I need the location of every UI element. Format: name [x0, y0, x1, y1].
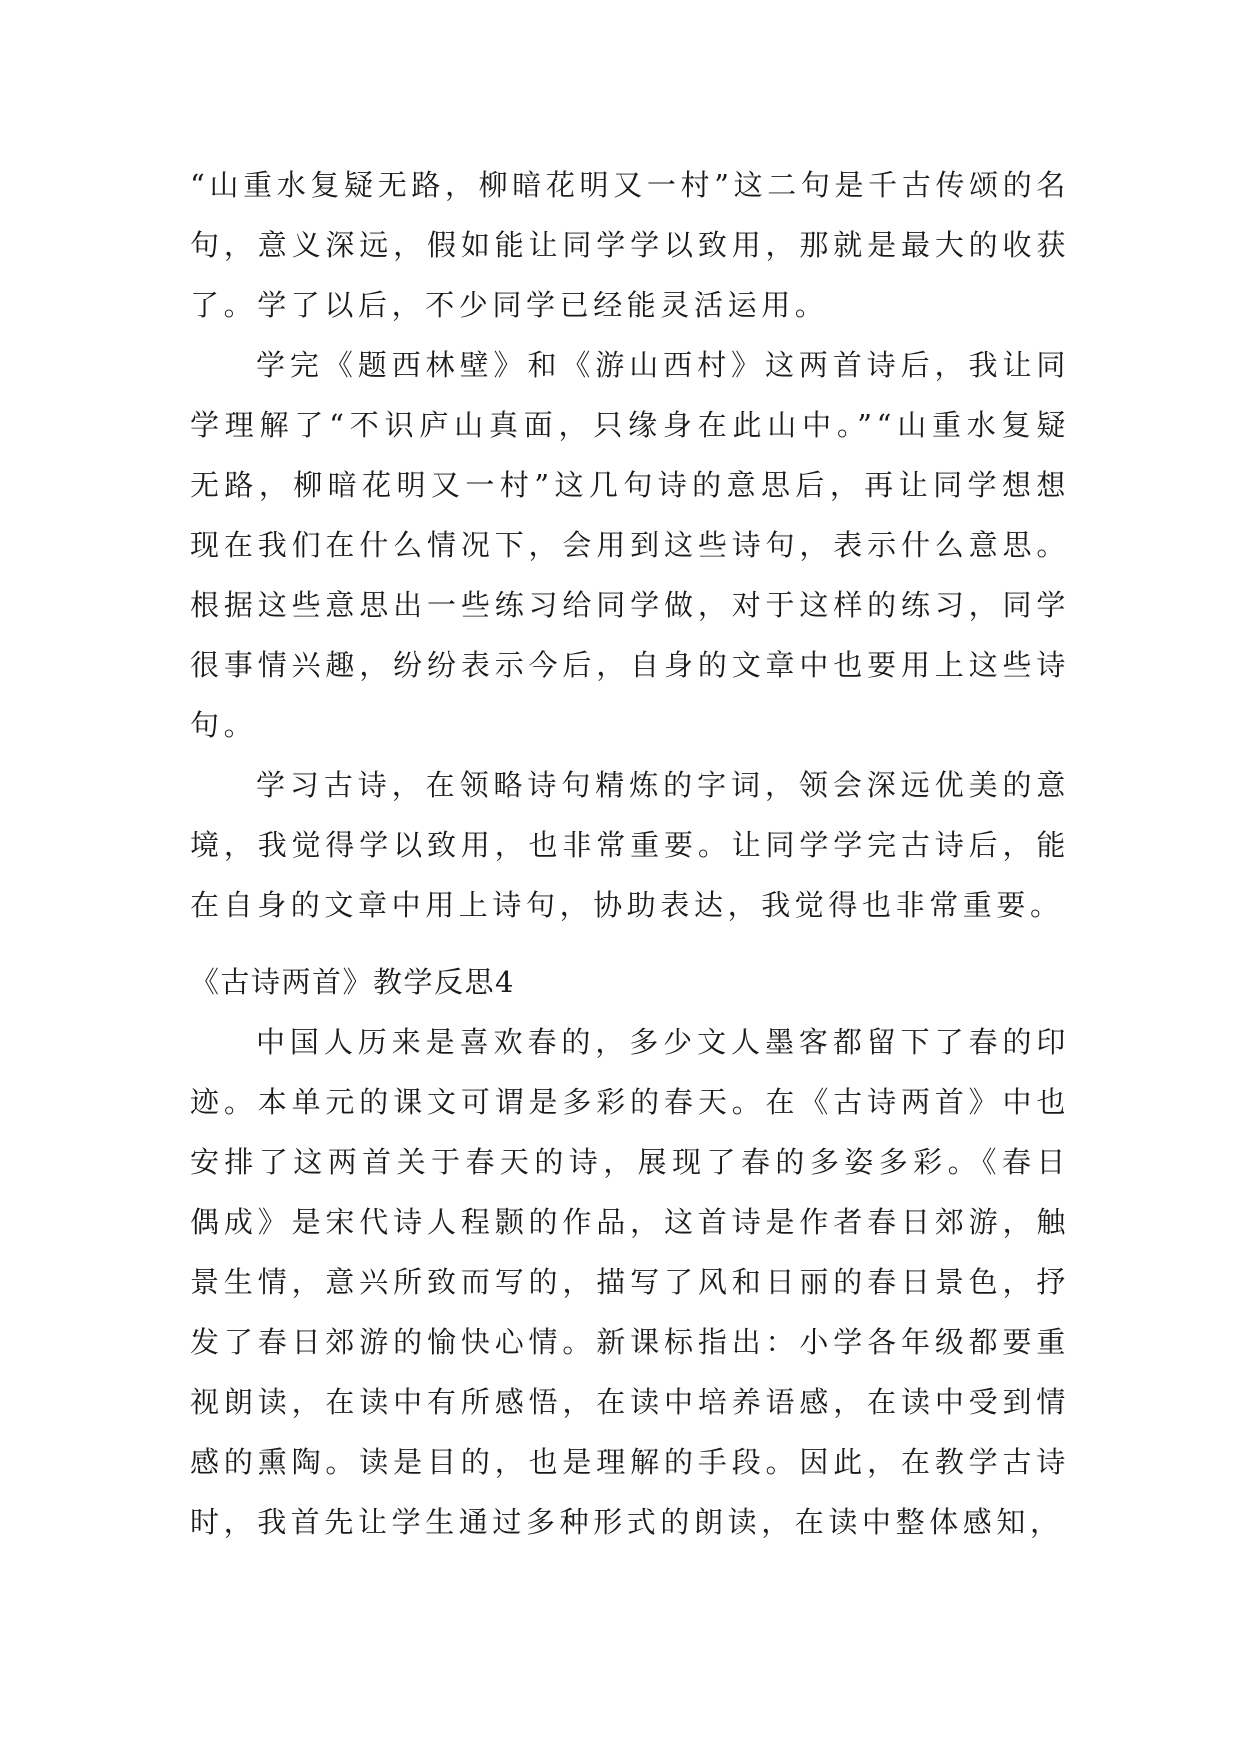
- section-heading: 《古诗两首》教学反思4: [190, 965, 515, 999]
- paragraph: 学习古诗，在领略诗句精炼的字词，领会深远优美的意境，我觉得学以致用，也非常重要。让同学学完古诗后，能在自身的文章中用上诗句，协助表达，我觉得也非常重要。: [190, 768, 1070, 922]
- paragraph-continuation: “山重水复疑无路，柳暗花明又一村”这二句是千古传颂的名句，意义深远，假如能让同学学以致用，那就是最大的收获了。学了以后，不少同学已经能灵活运用。: [190, 168, 1070, 322]
- section-b: [190, 952, 1070, 1552]
- paragraph: 学完《题西林壁》和《游山西村》这两首诗后，我让同学理解了“不识庐山真面，只缘身在此山中。”“山重水复疑无路，柳暗花明又一村”这几句诗的意思后，再让同学想想现在我们在什么情况下，会用到这些诗句，表示什么意思。根据这些意思出一些练习给同学做，对于这样的练习，同学很事情兴趣，纷纷表示今后，自身的文章中也要用上这些诗句。: [190, 348, 1070, 742]
- section-a: [190, 155, 1070, 935]
- paragraph: 中国人历来是喜欢春的，多少文人墨客都留下了春的印迹。本单元的课文可谓是多彩的春天。在《古诗两首》中也安排了这两首关于春天的诗，展现了春的多姿多彩。《春日偶成》是宋代诗人程颢的作品，这首诗是作者春日郊游，触景生情，意兴所致而写的，描写了风和日丽的春日景色，抒发了春日郊游的愉快心情。新课标指出：小学各年级都要重视朗读，在读中有所感悟，在读中培养语感，在读中受到情感的熏陶。读是目的，也是理解的手段。因此，在教学古诗时，我首先让学生通过多种形式的朗读，在读中整体感知，: [190, 1025, 1070, 1539]
